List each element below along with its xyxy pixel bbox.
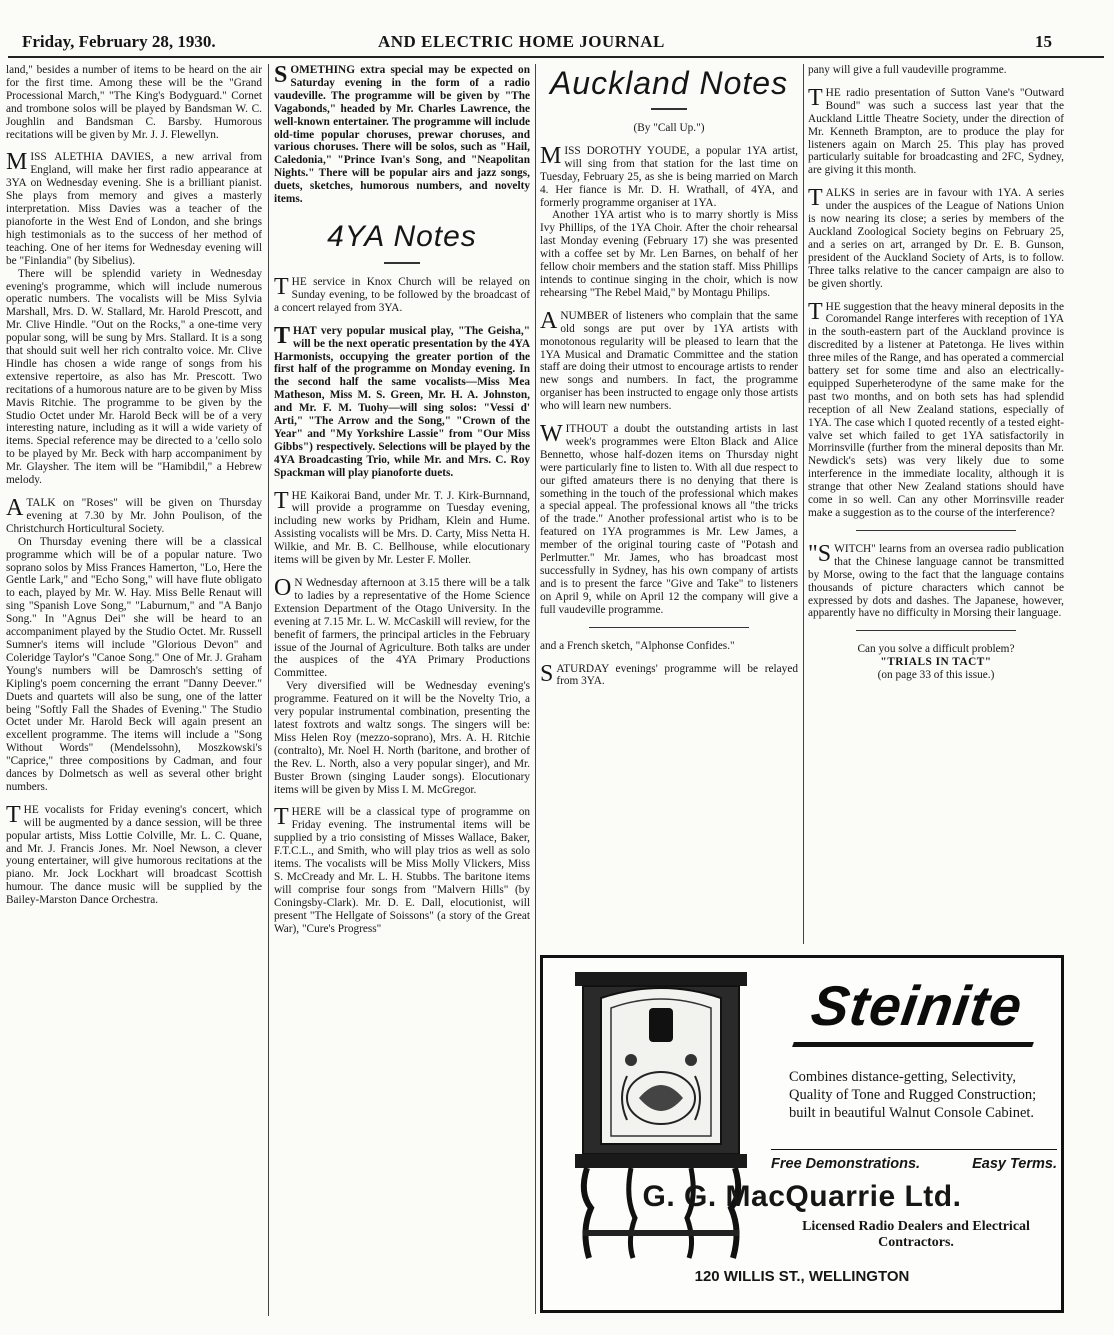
dealer-description: Licensed Radio Dealers and Electrical Contractors. bbox=[802, 1219, 1030, 1250]
offer-terms: Easy Terms. bbox=[972, 1156, 1057, 1172]
article-paragraph: THE service in Knox Church will be relayed on Sunday evening, to be followed by the broadcast of a concert relayed from 3YA. bbox=[274, 273, 530, 314]
article-paragraph: THERE will be a classical type of programme on Friday evening. The instrumental items will be supplied by a trio consisting of Misses Wallace, Baker, F.T.C.L., and Smith, who will play trios as well as solo items. The vocalists will be Miss Molly Vlickers, Miss S. McCready and Mr. L. H. Stubbs. The baritone items will comprise four songs from "Malvern Hills" (by Coningsby-Clark). Mr. D. E. Dall, elocutionist, will present "The Hellgate of Soissons" (a story of the Great War), "Cure's Progress" bbox=[274, 804, 530, 935]
article-paragraph: Another 1YA artist who is to marry shortly is Miss Ivy Phillips, of the 1YA Choir. After the choir rehearsal last Monday evening (February 17) she was presented with a coffee set by Mr. Len Barnes, on behalf of her fellow choir members and the station staff. Miss Phillips intends to continue singing in the choir, which is now rehearsing "The Rebel Maid," by Montagu Philips. bbox=[540, 209, 798, 299]
section-rule bbox=[856, 530, 1016, 531]
dealer-name: G. G. MacQuarrie Ltd. bbox=[642, 1180, 962, 1213]
brand-logo: Steinite bbox=[807, 974, 1027, 1037]
article-paragraph: THE radio presentation of Sutton Vane's "Outward Bound" was such a success last year that the Auckland Little Theatre Society, under the direction of Mr. Kenneth Brampton, are to produce the play for listeners again on March 25. This play has proved particularly suitable for broadcasting and 2FC, Sydney, are giving it this month. bbox=[808, 84, 1064, 177]
promo-box bbox=[808, 643, 1064, 682]
dealer-address: 120 WILLIS ST., WELLINGTON bbox=[694, 1268, 910, 1285]
column-4 bbox=[808, 64, 1064, 844]
article-paragraph: THE Kaikorai Band, under Mr. T. J. Kirk-Burnnand, will provide a programme on Tuesday evening, including new works by Pridham, Klein and Hume. Assisting vocalists will be Mrs. D. Carty, Miss Netta H. Wilkie, and Mr. B. C. Bellhouse, while elocutionary items will be given by Mr. Lester F. Moller. bbox=[274, 487, 530, 567]
article-paragraph: THE suggestion that the heavy mineral deposits in the Coromandel Range interferes with reception of 1YA in the south-eastern part of the Auckland province is discredited by a listener at Patetonga. He lives within three miles of the Range, and has operated a commercial battery set for some time and also an electrically-equipped Superheterodyne of the same make for the past two months, and on both sets has had splendid reception of all New Zealand stations, especially of 1YA. The case which I quoted recently of a tested eight-valve set which failed to get 1YA satisfactorily in Morrinsville (further from the mineral deposits than Mr. Newdick's sets) was very likely due to some interference in the immediate locality, although it is strange that other New Zealand stations should have come in so well. Can any other Morrinsville reader make a suggestion as to the course of the interference? bbox=[808, 298, 1064, 519]
article-paragraph: THAT very popular musical play, "The Geisha," will be the next operatic presentation by the 4YA Harmonists, occupying the greater portion of the first half of the programme on Monday evening. In the second half the same vocalists—Miss Mea Matheson, Miss M. S. Green, Mr. H. A. Johnston, and Mr. F. M. Tuohy—will sing solos: "Vessi d' Arti," "The Arrow and the Song," "Crown of the Year" and "My Yorkshire Lassie" from "Our Miss Gibbs") respectively. Selections will be played by the 4YA Broadcasting Trio, while Mr. and Mrs. C. Roy Spackman will play pianoforte duets. bbox=[274, 322, 530, 479]
ad-divider bbox=[771, 1149, 1057, 1150]
article-paragraph: ON Wednesday afternoon at 3.15 there will be a talk to ladies by a representative of the Home Science Extension Department of the Otago University. In the evening at 7.15 Mr. L. W. McCaskill will review, for the benefit of farmers, the principal articles in the February issue of the Journal of Agriculture. Both talks are under the auspices of the 4YA Primary Productions Committee. bbox=[274, 575, 530, 680]
section-title-4ya: 4YA Notes bbox=[327, 219, 477, 253]
column-2 bbox=[274, 64, 530, 1316]
article-paragraph: Very diversified will be Wednesday evening's programme. Featured on it will be the Novelty Trio, a very popular instrumental combination, presenting the latest foxtrots and waltz songs. The singers will be: Miss Helen Roy (mezzo-soprano), Mrs. A. H. Ritchie (contralto), Mr. Noel H. North (baritone, and brother of the Rev. L. North, also a very popular singer), and Mr. Buster Brown (singing Lauder songs). Elocutionary items will be given by Miss I. M. McGregor. bbox=[274, 680, 530, 796]
article-paragraph: There will be splendid variety in Wednesday evening's programme, which will include numerous operatic numbers. The vocalists will be Miss Sylvia Marshall, Mrs. D. W. Stallard, Mr. Harold Prescott, and Mr. Clive Hindle. "Out on the Rocks," a one-time very popular song, will be sung by Mrs. Stallard. It is a song that should suit well her rich contralto voice. Mr. Clive Hindle has chosen a wide range of songs from his extensive repertoire, as also has Mr. Prescott. Two recitations of a humorous nature are to be given by Miss Mavis Ritchie. The programme to be given by the Studio Octet under Mr. Harold Beck will be of a very interesting nature, including as it will a wide variety of items. Special reference may be directed to a 'cello solo to be played by Mr. Beck with harp accompaniment by Mr. Glaysher. The item will be "Hamibdil," a Hebrew melody. bbox=[6, 267, 262, 487]
vaudeville-notice: SOMETHING extra special may be expected on Saturday evening in the form of a radio vaudeville. The programme will be given by "The Vagabonds," headed by Mr. Charles Lawrence, the well-known entertainer. The programme will include old-time popular choruses, prewar choruses, and various choruses. There will be solos, such as "Hail, Caledonia," "Prince Ivan's Song, and "Neapolitan Nights." There will be popular airs and jazz songs, duets, sketches, humorous numbers, and novelty items. bbox=[274, 64, 530, 206]
promo-title: "TRIALS IN TACT" bbox=[880, 656, 992, 669]
article-paragraph: WITHOUT a doubt the outstanding artists in last week's programmes were Elton Black and Alice Bennetto, whose half-dozen items on Thursday night were particularly fine to listen to. With all due respect to our gifted amateurs there is no denying that there is something in the touch of the professional which makes a special appeal. The professional knows all "the tricks of the trade." Another professional artist who is to be featured on 1YA programmes is Mr. Lew James, a member of the original touring caste of "Potash and Perlmutter." Mr. James, who has broadcast most successfully in Sydney, has his own company of artists and is to present the farce "Give and Take" to listeners on April 9, while on April 12 the company will give a full vaudeville programme. bbox=[540, 421, 798, 616]
page-header bbox=[8, 30, 1104, 58]
offer-demonstrations: Free Demonstrations. bbox=[771, 1156, 921, 1172]
radio-console-illustration bbox=[561, 968, 761, 1268]
article-paragraph: ATALK on "Roses" will be given on Thursday evening at 7.30 by Mr. John Poulison, of the Christchurch Horticultural Society. bbox=[6, 495, 262, 535]
ad-tagline: Combines distance-getting, Selectivity, Quality of Tone and Rugged Construction; built in beautiful Walnut Console Cabinet. bbox=[789, 1069, 1037, 1121]
column-divider bbox=[268, 64, 269, 1316]
page-number: 15 bbox=[1035, 32, 1052, 51]
steinite-advertisement bbox=[540, 955, 1064, 1313]
article-paragraph: On Thursday evening there will be a classical programme which will be of a popular nature. Two soprano solos by Miss Frances Hamerton, "Lo, Here the Gentle Lark," and "Echo Song," will have flute obligato to each, played by Mr. W. Hay. Miss Belle Renaut will sing "Spanish Love Song," "Laburnum," and "A Banjo Song." In "Agnus Dei" she will be heard to an accompaniment played by the Studio Octet. Mr. Russell Sumner's items will include "Glorious Devon" and Coleridge Taylor's "Canoe Song." One of Mr. J. Graham Young's numbers will be Damrosch's setting of Kipling's poem concerning the errant "Danny Deever." Duets and quartets will also be sung, one of the latter being "Softly Fall the Shades of Evening." The Studio Octet under Mr. Harold Beck will again present an excellent programme. The items will include a "Song Without Words" (Mendelssohn), Moszkowski's "Caprice," three compositions by Cadman, and four dances by Dolmetsch as well as several other bright numbers. bbox=[6, 535, 262, 793]
journal-title: AND ELECTRIC HOME JOURNAL bbox=[378, 32, 665, 51]
article-paragraph: ANUMBER of listeners who complain that the same old songs are put over by 1YA artists with monotonous regularity will be pleased to learn that the 1YA Musical and Dramatic Committee and the station staff are doing their utmost to encourage artists to render new songs and numbers. In fact, the programme organiser has been instructed to engage only those artists who will learn new numbers. bbox=[540, 307, 798, 413]
section-title-auckland: Auckland Notes bbox=[549, 65, 789, 101]
article-paragraph: pany will give a full vaudeville programme. bbox=[808, 64, 1007, 76]
column-divider bbox=[535, 64, 536, 1314]
article-paragraph: THE vocalists for Friday evening's concert, which will be augmented by a dance session, will be three popular artists, Miss Lottie Colville, Mr. L. C. Quane, and Mr. J. Francis Jones. Mr. Noel Newson, a clever young entertainer, will give humorous recitations at the piano. Mr. Jock Lockhart will broadcast Scottish humour. The dance music will be supplied by the Bailey-Marston Dance Orchestra. bbox=[6, 801, 262, 907]
issue-date: Friday, February 28, 1930. bbox=[22, 32, 216, 51]
column-1 bbox=[6, 64, 262, 1316]
article-paragraph: land," besides a number of items to be heard on the air for the first time. Among these will be the "Grand Processional March," "The King's Bodyguard." Cornet and trombone solos will be played by Bandsman W. C. Joughlin and Bandsman C. Barsby. Humorous recitations will be given by Mr. J. J. Flewellyn. bbox=[6, 64, 262, 141]
promo-line: Can you solve a difficult problem? bbox=[857, 643, 1015, 656]
article-paragraph: "SWITCH" learns from an oversea radio publication that the Chinese language cannot be transmitted by Morse, owing to the fact that the language contains thousands of picture characters which cannot be expressed by dots and dashes. The Japanese, however, apparently have no difficulty in Morsing their language. bbox=[808, 540, 1064, 620]
title-rule bbox=[651, 108, 687, 110]
section-rule bbox=[589, 627, 749, 628]
article-paragraph: MISS DOROTHY YOUDE, a popular 1YA artist, will sing from that station for the last time on Tuesday, February 25, as she is being married on March 4. Her fiance is Mr. D. H. Wrathall, of 4YA, and formerly programme organiser at 1YA. bbox=[540, 142, 798, 209]
article-paragraph: and a French sketch, "Alphonse Confides." bbox=[540, 639, 735, 652]
article-paragraph: TALKS in series are in favour with 1YA. A series under the auspices of the League of Nations Union is now nearing its close; a series by members of the Auckland Zoological Society begins on February 25, and a series on art, arranged by Dr. E. B. Gunson, president of the Auckland Society of Arts, is to follow. Three talks relative to the cancer campaign are also to be given shortly. bbox=[808, 185, 1064, 290]
column-3 bbox=[540, 64, 798, 944]
article-paragraph: MISS ALETHIA DAVIES, a new arrival from England, will make her first radio appearance at 3YA on Wednesday evening. She is a brilliant pianist. She plays from memory and gives a masterly interpretation. Miss Davies was a teacher of the pianoforte in the West End of London, and she brings high testimonials as to the success of her method of teaching. One of her items for Wednesday evening will be "Finlandia" (by Sibelius). bbox=[6, 149, 262, 267]
brand-underline bbox=[792, 1042, 1034, 1047]
ad-offers bbox=[771, 1156, 1057, 1172]
section-rule bbox=[856, 630, 1016, 631]
title-rule bbox=[384, 262, 420, 264]
column-divider bbox=[803, 64, 804, 944]
byline: (By "Call Up.") bbox=[633, 122, 705, 134]
promo-line: (on page 33 of this issue.) bbox=[877, 669, 995, 682]
article-paragraph: SATURDAY evenings' programme will be relayed from 3YA. bbox=[540, 660, 798, 688]
